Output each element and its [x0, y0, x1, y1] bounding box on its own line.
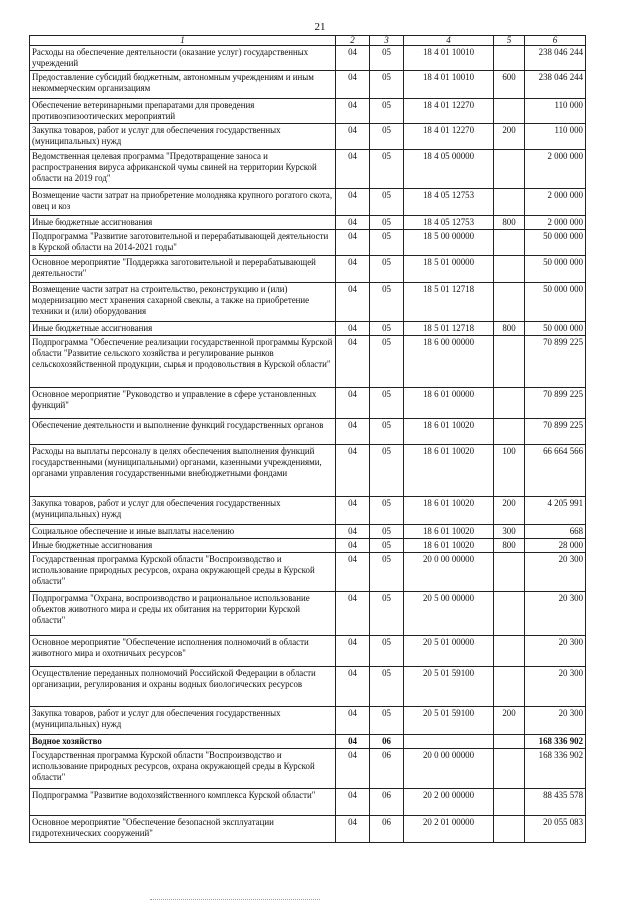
header-cell-section: 2	[336, 36, 370, 46]
budget-table	[29, 35, 586, 843]
cell-expense-type	[494, 230, 525, 256]
table-row	[30, 388, 586, 419]
cell-subsection: 06	[370, 816, 404, 843]
cell-target-code: 20 0 00 00000	[404, 749, 494, 789]
cell-expense-type	[494, 336, 525, 388]
cell-subsection: 05	[370, 46, 404, 71]
cell-section: 04	[336, 539, 370, 553]
cell-target-code: 18 6 00 00000	[404, 336, 494, 388]
table-row	[30, 749, 586, 789]
cell-name: Водное хозяйство	[30, 735, 336, 749]
cell-amount: 2 000 000	[525, 189, 586, 216]
cell-expense-type	[494, 283, 525, 322]
cell-section: 04	[336, 735, 370, 749]
cell-name: Расходы на выплаты персоналу в целях обеспечения выполнения функций государственными (муниципальными) органами, казенными учреждениями, органами управления государственными внебюджетными фондами	[30, 445, 336, 497]
cell-name: Подпрограмма "Развитие водохозяйственного комплекса Курской области"	[30, 789, 336, 816]
table-row	[30, 150, 586, 189]
cell-name: Иные бюджетные ассигнования	[30, 322, 336, 336]
cell-target-code: 18 4 01 10010	[404, 71, 494, 99]
cell-name: Закупка товаров, работ и услуг для обеспечения государственных (муниципальных) нужд	[30, 707, 336, 735]
cell-expense-type	[494, 636, 525, 667]
cell-section: 04	[336, 322, 370, 336]
cell-subsection: 06	[370, 789, 404, 816]
cell-target-code: 18 4 05 00000	[404, 150, 494, 189]
cell-expense-type	[494, 789, 525, 816]
cell-name: Социальное обеспечение и иные выплаты населению	[30, 525, 336, 539]
cell-section: 04	[336, 553, 370, 592]
cell-amount: 88 435 578	[525, 789, 586, 816]
cell-amount: 50 000 000	[525, 230, 586, 256]
cell-amount: 20 300	[525, 636, 586, 667]
scan-artifact-line	[150, 899, 320, 903]
cell-target-code: 20 2 01 00000	[404, 816, 494, 843]
cell-target-code: 18 6 01 10020	[404, 445, 494, 497]
cell-subsection: 05	[370, 592, 404, 636]
cell-target-code: 18 4 01 10010	[404, 46, 494, 71]
cell-amount: 50 000 000	[525, 256, 586, 283]
cell-subsection: 05	[370, 553, 404, 592]
cell-expense-type: 100	[494, 445, 525, 497]
cell-name: Основное мероприятие "Поддержка заготовительной и перерабатывающей деятельности"	[30, 256, 336, 283]
cell-subsection: 05	[370, 230, 404, 256]
cell-section: 04	[336, 46, 370, 71]
cell-name: Основное мероприятие "Обеспечение исполнения полномочий в области животного мира и охотничьих ресурсов"	[30, 636, 336, 667]
cell-name: Иные бюджетные ассигнования	[30, 216, 336, 230]
cell-subsection: 05	[370, 256, 404, 283]
table-row	[30, 71, 586, 99]
cell-section: 04	[336, 99, 370, 124]
cell-name: Обеспечение ветеринарными препаратами для проведения противоэпизоотических мероприятий	[30, 99, 336, 124]
table-row	[30, 99, 586, 124]
table-row	[30, 336, 586, 388]
table-row	[30, 539, 586, 553]
cell-amount: 20 300	[525, 592, 586, 636]
cell-section: 04	[336, 445, 370, 497]
table-row	[30, 497, 586, 525]
cell-target-code: 18 6 01 10020	[404, 497, 494, 525]
cell-target-code: 18 6 01 00000	[404, 388, 494, 419]
cell-expense-type	[494, 592, 525, 636]
cell-amount: 168 336 902	[525, 735, 586, 749]
cell-expense-type	[494, 419, 525, 445]
cell-target-code: 18 4 01 12270	[404, 124, 494, 150]
cell-amount: 50 000 000	[525, 322, 586, 336]
cell-name: Обеспечение деятельности и выполнение функций государственных органов	[30, 419, 336, 445]
table-header-row	[30, 36, 586, 46]
header-cell-subsection: 3	[370, 36, 404, 46]
cell-expense-type: 200	[494, 124, 525, 150]
cell-section: 04	[336, 71, 370, 99]
cell-name: Предоставление субсидий бюджетным, автономным учреждениям и иным некоммерческим организациям	[30, 71, 336, 99]
table-row	[30, 256, 586, 283]
cell-amount: 4 205 991	[525, 497, 586, 525]
cell-expense-type: 800	[494, 216, 525, 230]
cell-subsection: 05	[370, 99, 404, 124]
cell-name: Государственная программа Курской области "Воспроизводство и использование природных ресурсов, охрана окружающей среды в Курской области"	[30, 553, 336, 592]
table-row	[30, 216, 586, 230]
cell-amount: 20 300	[525, 667, 586, 707]
cell-subsection: 06	[370, 749, 404, 789]
cell-subsection: 05	[370, 216, 404, 230]
header-cell-target-code: 4	[404, 36, 494, 46]
cell-name: Осуществление переданных полномочий Российской Федерации в области организации, регулирования и охраны водных биологических ресурсов	[30, 667, 336, 707]
cell-target-code: 18 5 00 00000	[404, 230, 494, 256]
header-cell-amount: 6	[525, 36, 586, 46]
table-row	[30, 189, 586, 216]
cell-expense-type	[494, 256, 525, 283]
cell-name: Государственная программа Курской области "Воспроизводство и использование природных ресурсов, охрана окружающей среды в Курской области"	[30, 749, 336, 789]
cell-name: Иные бюджетные ассигнования	[30, 539, 336, 553]
cell-expense-type: 200	[494, 497, 525, 525]
cell-name: Подпрограмма "Охрана, воспроизводство и рациональное использование объектов животного мира и среды их обитания на территории Курской области"	[30, 592, 336, 636]
cell-section: 04	[336, 592, 370, 636]
cell-target-code	[404, 735, 494, 749]
table-row	[30, 525, 586, 539]
page-number: 21	[314, 21, 326, 33]
cell-target-code: 20 5 01 00000	[404, 636, 494, 667]
header-cell-name: 1	[30, 36, 336, 46]
cell-target-code: 18 4 05 12753	[404, 189, 494, 216]
cell-section: 04	[336, 216, 370, 230]
cell-subsection: 05	[370, 419, 404, 445]
cell-section: 04	[336, 636, 370, 667]
cell-expense-type	[494, 388, 525, 419]
cell-amount: 238 046 244	[525, 71, 586, 99]
table-row	[30, 124, 586, 150]
cell-amount: 66 664 566	[525, 445, 586, 497]
cell-section: 04	[336, 707, 370, 735]
cell-amount: 668	[525, 525, 586, 539]
cell-section: 04	[336, 388, 370, 419]
table-row	[30, 283, 586, 322]
cell-expense-type	[494, 553, 525, 592]
cell-amount: 238 046 244	[525, 46, 586, 71]
cell-subsection: 05	[370, 150, 404, 189]
table-row	[30, 636, 586, 667]
cell-target-code: 18 6 01 10020	[404, 419, 494, 445]
cell-target-code: 18 5 01 12718	[404, 283, 494, 322]
cell-section: 04	[336, 497, 370, 525]
cell-subsection: 05	[370, 283, 404, 322]
cell-section: 04	[336, 749, 370, 789]
cell-section: 04	[336, 816, 370, 843]
cell-subsection: 06	[370, 735, 404, 749]
cell-subsection: 05	[370, 336, 404, 388]
cell-amount: 70 899 225	[525, 388, 586, 419]
cell-target-code: 20 2 00 00000	[404, 789, 494, 816]
cell-subsection: 05	[370, 189, 404, 216]
cell-amount: 2 000 000	[525, 216, 586, 230]
cell-section: 04	[336, 256, 370, 283]
cell-expense-type: 600	[494, 71, 525, 99]
table-row	[30, 230, 586, 256]
cell-section: 04	[336, 189, 370, 216]
cell-name: Закупка товаров, работ и услуг для обеспечения государственных (муниципальных) нужд	[30, 497, 336, 525]
cell-amount: 110 000	[525, 99, 586, 124]
table-row	[30, 735, 586, 749]
cell-expense-type	[494, 46, 525, 71]
cell-section: 04	[336, 124, 370, 150]
cell-section: 04	[336, 230, 370, 256]
cell-name: Закупка товаров, работ и услуг для обеспечения государственных (муниципальных) нужд	[30, 124, 336, 150]
table-row	[30, 592, 586, 636]
cell-amount: 70 899 225	[525, 336, 586, 388]
cell-name: Основное мероприятие "Руководство и управление в сфере установленных функций"	[30, 388, 336, 419]
header-cell-expense-type: 5	[494, 36, 525, 46]
cell-expense-type: 800	[494, 322, 525, 336]
cell-name: Основное мероприятие "Обеспечение безопасной эксплуатации гидротехнических сооружений"	[30, 816, 336, 843]
cell-section: 04	[336, 789, 370, 816]
table-row	[30, 553, 586, 592]
cell-expense-type	[494, 735, 525, 749]
cell-expense-type	[494, 150, 525, 189]
table-row	[30, 707, 586, 735]
cell-expense-type: 300	[494, 525, 525, 539]
cell-target-code: 18 5 01 12718	[404, 322, 494, 336]
cell-subsection: 05	[370, 636, 404, 667]
cell-amount: 20 055 083	[525, 816, 586, 843]
cell-target-code: 18 4 01 12270	[404, 99, 494, 124]
cell-target-code: 18 6 01 10020	[404, 525, 494, 539]
cell-amount: 20 300	[525, 553, 586, 592]
cell-target-code: 18 4 05 12753	[404, 216, 494, 230]
cell-amount: 70 899 225	[525, 419, 586, 445]
cell-target-code: 20 5 01 59100	[404, 707, 494, 735]
cell-amount: 2 000 000	[525, 150, 586, 189]
cell-section: 04	[336, 525, 370, 539]
table-row	[30, 419, 586, 445]
cell-section: 04	[336, 336, 370, 388]
cell-subsection: 05	[370, 667, 404, 707]
cell-expense-type	[494, 749, 525, 789]
table-row	[30, 789, 586, 816]
table-row	[30, 46, 586, 71]
cell-subsection: 05	[370, 322, 404, 336]
cell-target-code: 20 0 00 00000	[404, 553, 494, 592]
cell-amount: 168 336 902	[525, 749, 586, 789]
cell-subsection: 05	[370, 497, 404, 525]
cell-subsection: 05	[370, 707, 404, 735]
cell-subsection: 05	[370, 539, 404, 553]
cell-name: Подпрограмма "Обеспечение реализации государственной программы Курской области "Развитие сельского хозяйства и регулирование рынков сельскохозяйственной продукции, сырья и продовольствия в Курской области"	[30, 336, 336, 388]
cell-target-code: 20 5 01 59100	[404, 667, 494, 707]
table-row	[30, 667, 586, 707]
cell-section: 04	[336, 419, 370, 445]
cell-subsection: 05	[370, 525, 404, 539]
cell-target-code: 18 5 01 00000	[404, 256, 494, 283]
cell-expense-type	[494, 189, 525, 216]
table-row	[30, 322, 586, 336]
cell-name: Возмещение части затрат на приобретение молодняка крупного рогатого скота, овец и коз	[30, 189, 336, 216]
cell-target-code: 20 5 00 00000	[404, 592, 494, 636]
cell-amount: 28 000	[525, 539, 586, 553]
cell-name: Ведомственная целевая программа "Предотвращение заноса и распространения вируса африканской чумы свиней на территории Курской области на 2019 год"	[30, 150, 336, 189]
cell-target-code: 18 6 01 10020	[404, 539, 494, 553]
cell-name: Возмещение части затрат на строительство, реконструкцию и (или) модернизацию мест хранения сахарной свеклы, а также на приобретение техники и (или) оборудования	[30, 283, 336, 322]
cell-subsection: 05	[370, 124, 404, 150]
cell-subsection: 05	[370, 445, 404, 497]
cell-section: 04	[336, 283, 370, 322]
cell-expense-type	[494, 816, 525, 843]
cell-amount: 20 300	[525, 707, 586, 735]
cell-expense-type	[494, 99, 525, 124]
cell-subsection: 05	[370, 388, 404, 419]
table-row	[30, 816, 586, 843]
cell-section: 04	[336, 667, 370, 707]
cell-amount: 110 000	[525, 124, 586, 150]
cell-name: Подпрограмма "Развитие заготовительной и перерабатывающей деятельности в Курской области на 2014-2021 годы"	[30, 230, 336, 256]
cell-expense-type: 200	[494, 707, 525, 735]
table-row	[30, 445, 586, 497]
cell-expense-type	[494, 667, 525, 707]
cell-expense-type: 800	[494, 539, 525, 553]
cell-amount: 50 000 000	[525, 283, 586, 322]
cell-subsection: 05	[370, 71, 404, 99]
cell-section: 04	[336, 150, 370, 189]
cell-name: Расходы на обеспечение деятельности (оказание услуг) государственных учреждений	[30, 46, 336, 71]
